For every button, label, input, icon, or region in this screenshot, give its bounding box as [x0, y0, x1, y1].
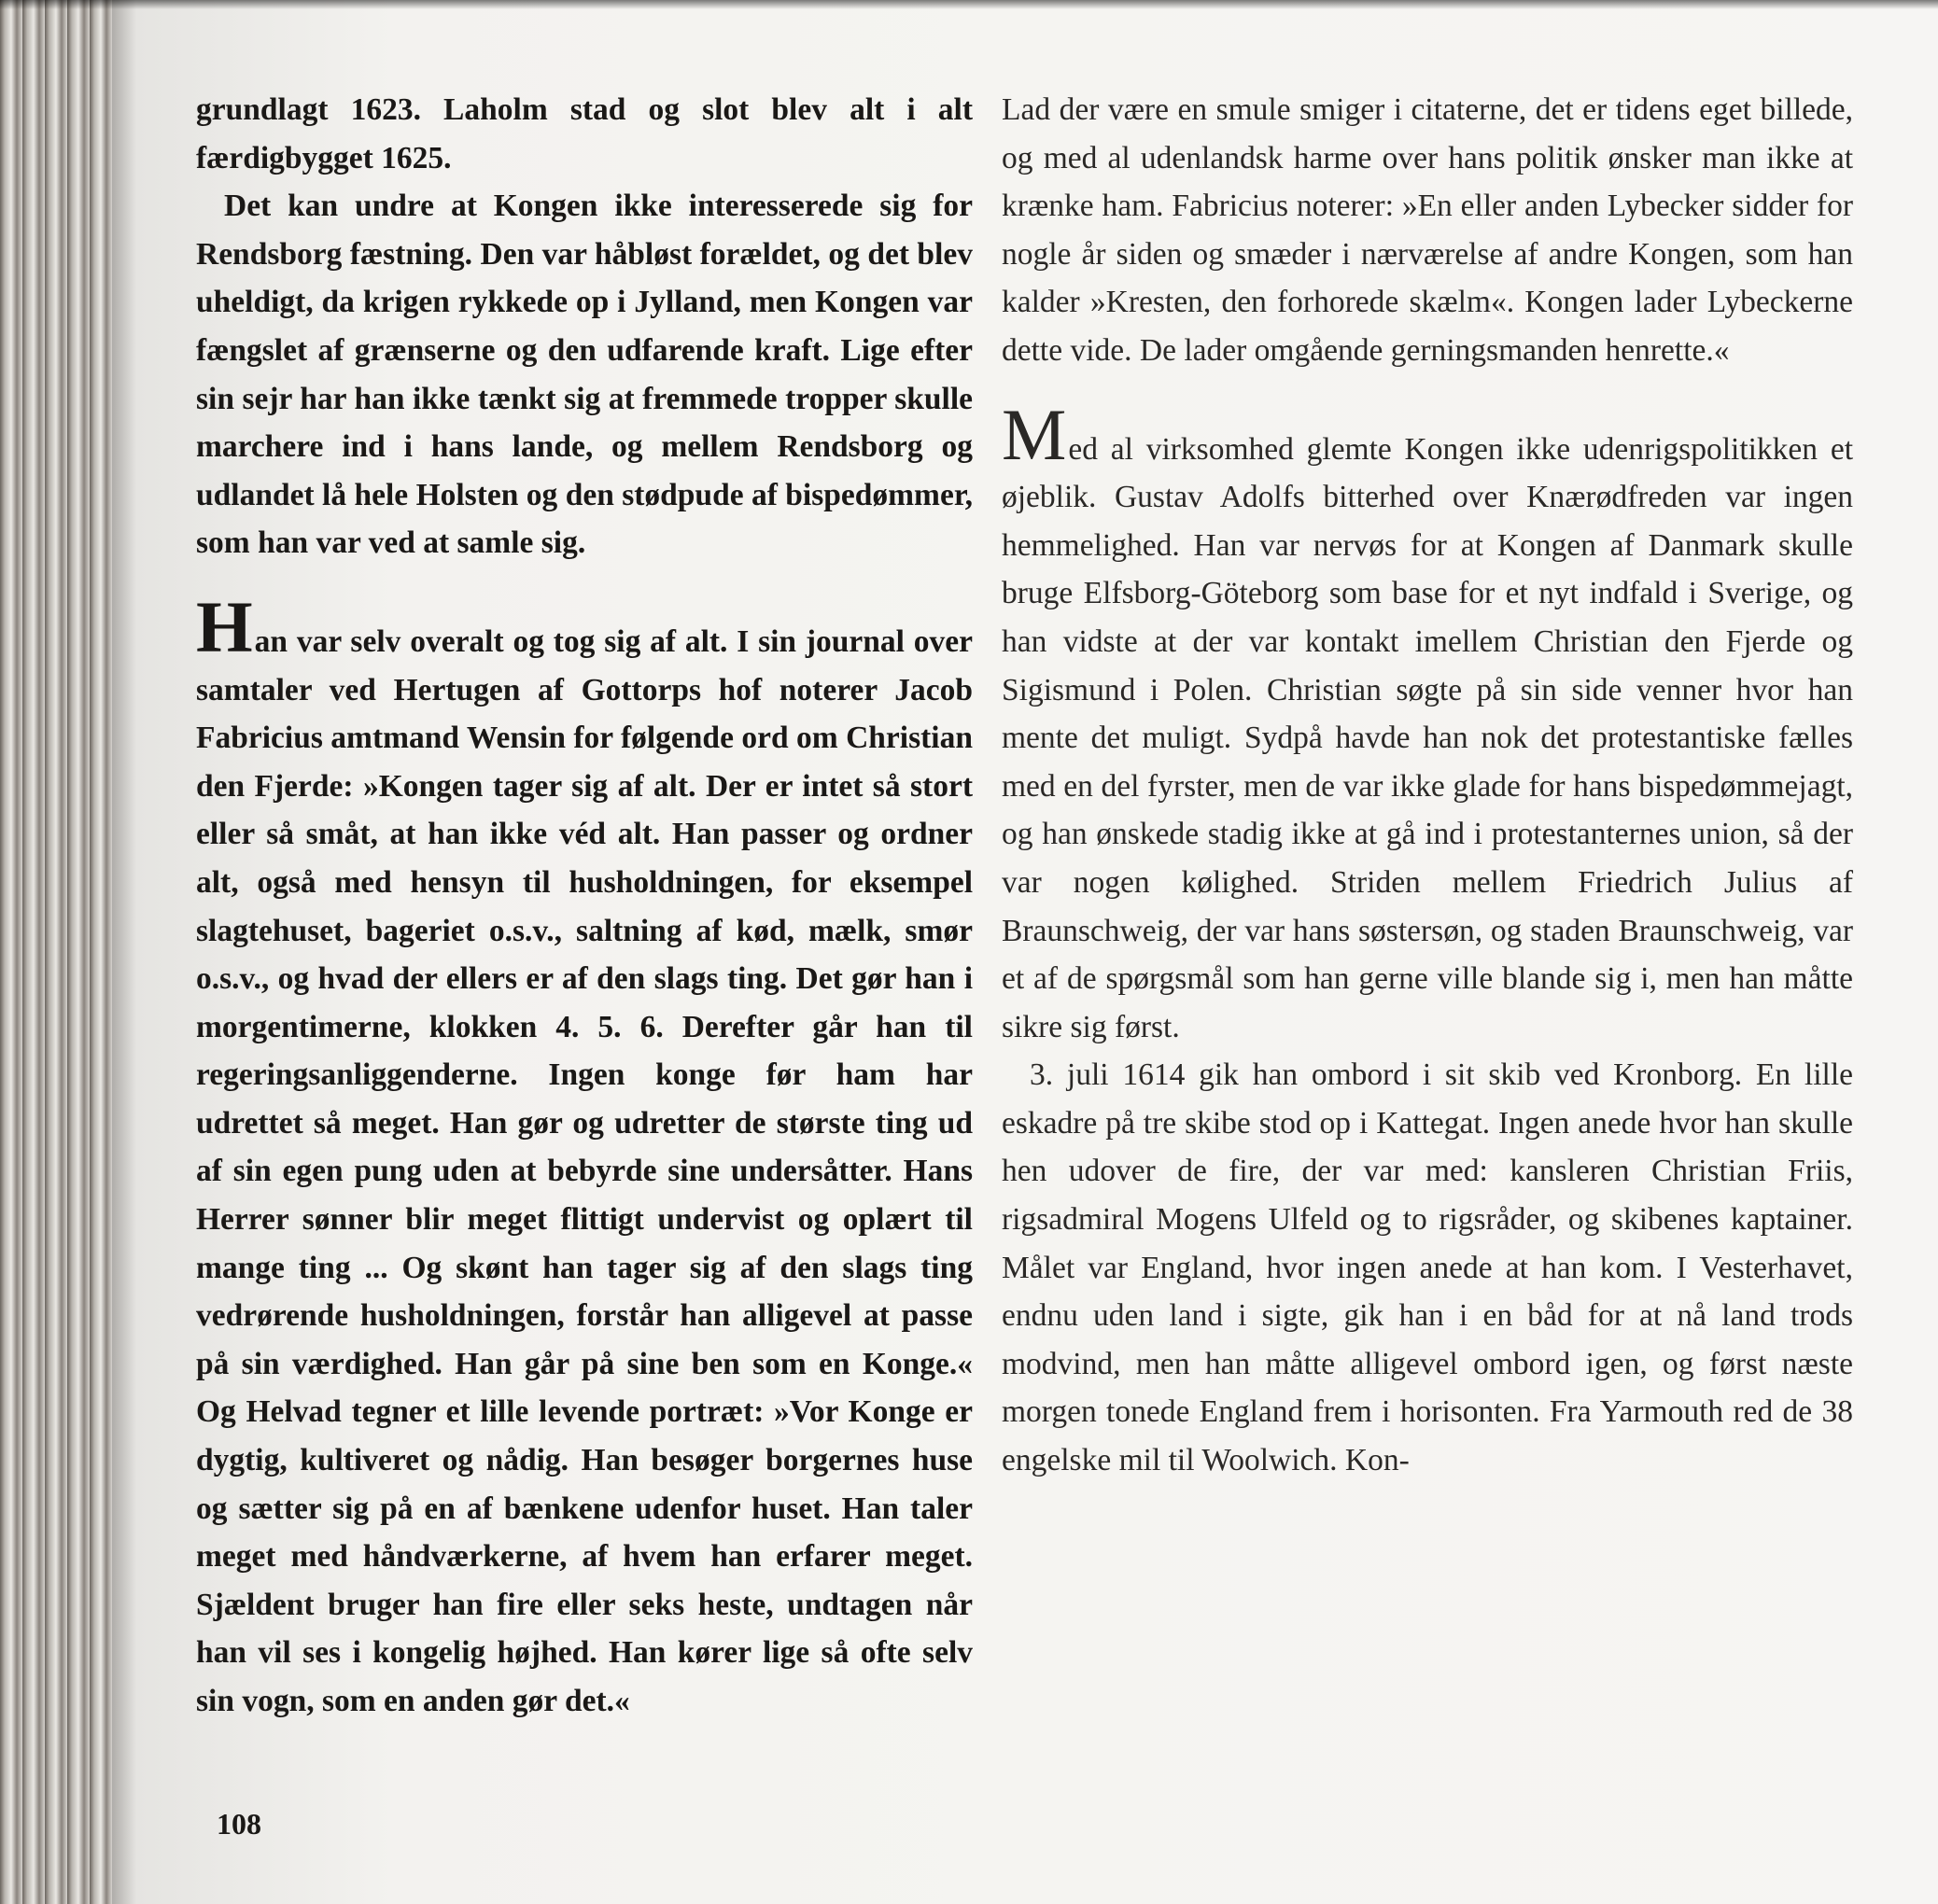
drop-cap: M [1002, 393, 1067, 475]
page-number: 108 [217, 1807, 261, 1841]
section-text: ed al virksomhed glemte Kongen ikke udenrigspolitikken et øjeblik. Gustav Adolfs bitterhed over Knærødfreden var ingen hemmelighed. Han var nervøs for at Kongen af Danmark skulle bruge Elfsborg-Göteborg som base for et nyt indfald i Sverige, og han vidste at der var kontakt imellem Christian den Fjerde og Sigismund i Polen. Christian søgte på sin side venner hvor han mente det muligt. Sydpå havde han nok det protestantiske fælles med en del fyrster, men de var ikke glade for hans bispedømmejagt, og han ønskede stadig ikke at gå ind i protestanternes union, så der var nogen kølighed. Striden mellem Friedrich Julius af Braunschweig, der var hans søstersøn, og staden Braunschweig, var et af de spørgsmål som han gerne ville blande sig i, men han måtte sikre sig først. [1002, 431, 1853, 1044]
section-paragraph [196, 585, 973, 1726]
section-paragraph [1002, 393, 1853, 1052]
section-text: an var selv overalt og tog sig af alt. I sin journal over samtaler ved Hertugen af Gottorps hof noterer Jacob Fabricius amtmand Wensin for følgende ord om Christian den Fjerde: »Kongen tager sig af alt. Der er intet så stort eller så småt, at han ikke véd alt. Han passer og ordner alt, også med hensyn til husholdningen, for eksempel slagtehuset, bageriet o.s.v., saltning af kød, mælk, smør o.s.v., og hvad der ellers er af den slags ting. Det gør han i morgentimerne, klokken 4. 5. 6. Derefter går han til regeringsanliggenderne. Ingen konge før ham har udrettet så meget. Han gør og udretter de største ting ud af sin egen pung uden at bebyrde sine undersåtter. Hans Herrer sønner blir meget flittigt undervist og oplært til mange ting ... Og skønt han tager sig af den slags ting vedrørende husholdningen, forstår han alligevel at passe på sin værdighed. Han går på sine ben som en Konge.« Og Helvad tegner et lille levende portræt: »Vor Konge er dygtig, kultiveret og nådig. Han besøger borgernes huse og sætter sig på en af bænkene udenfor huset. Han taler meget med håndværkerne, af hvem han erfarer meget. Sjældent bruger han fire eller seks heste, undtagen når han vil ses i kongelig højhed. Han kører lige så ofte selv sin vogn, som en anden gør det.« [196, 623, 973, 1718]
paragraph: Det kan undre at Kongen ikke interesserede sig for Rendsborg fæstning. Den var håbløst forældet, og det blev uheldigt, da krigen rykkede op i Jylland, men Kongen var fængslet af grænserne og den udfarende kraft. Lige efter sin sejr har han ikke tænkt sig at fremmede tropper skulle marchere ind i hans lande, og mellem Rendsborg og udlandet lå hele Holsten og den stødpude af bispedømmer, som han var ved at samle sig. [196, 189, 973, 561]
paragraph: 3. juli 1614 gik han ombord i sit skib ved Kronborg. En lille eskadre på tre skibe stod op i Kattegat. Ingen anede hvor han skulle hen udover de fire, der var med: kansleren Christian Friis, rigsadmiral Mogens Ulfeld og to rigsråder, og skibenes kaptainer. Målet var England, hvor ingen anede at han kom. I Vesterhavet, endnu uden land i sigte, gik han i en båd for at nå land trods modvind, men han måtte alligevel ombord igen, og først næste morgen tonede England frem i horisonten. Fra Yarmouth red de 38 engelske mil til Woolwich. Kon- [1002, 1057, 1853, 1478]
book-page-edges [0, 0, 112, 1904]
left-text-column [196, 86, 973, 1726]
top-shadow [0, 0, 1938, 9]
drop-cap: H [196, 585, 253, 667]
right-text-column [1002, 86, 1853, 1485]
paragraph: Lad der være en smule smiger i citaterne, det er tidens eget billede, og med al udenlandsk harme over hans politik ønsker man ikke at krænke ham. Fabricius noterer: »En eller anden Lybecker sidder for nogle år siden og smæder i nærværelse af andre Kongen, som han kalder »Kresten, den forhorede skælm«. Kongen lader Lybeckerne dette vide. De lader omgående gerningsmanden henrette.« [1002, 92, 1853, 368]
paragraph: grundlagt 1623. Laholm stad og slot blev alt i alt færdigbygget 1625. [196, 92, 973, 175]
